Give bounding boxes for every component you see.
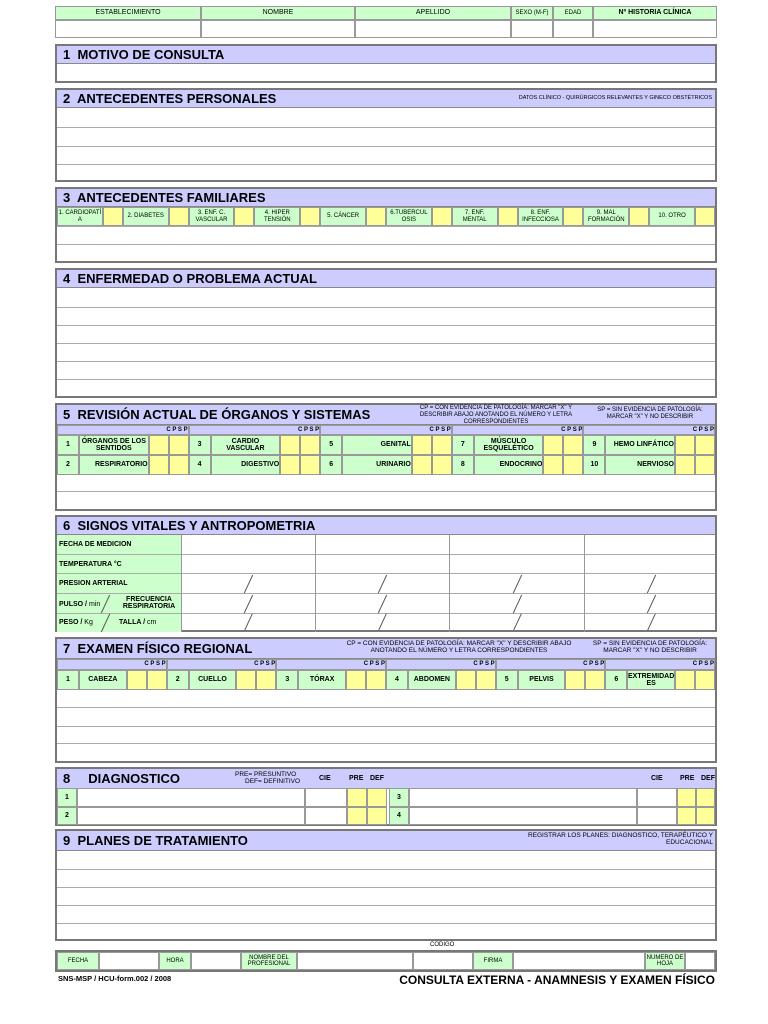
region-label: ABDOMEN	[408, 670, 456, 690]
organ-label: RESPIRATORIO	[79, 455, 149, 475]
diag-4-pre[interactable]	[677, 807, 696, 825]
historia-field[interactable]	[593, 20, 717, 38]
region-number: 5	[496, 670, 518, 690]
cpsp-header: C P S P	[496, 659, 606, 670]
familiares-checklist	[57, 207, 715, 226]
region-label: CUELLO	[189, 670, 237, 690]
familiar-item-label: 5. CÁNCER	[320, 207, 366, 226]
sp-checkbox[interactable]	[432, 455, 452, 475]
cp-checkbox[interactable]	[280, 455, 300, 475]
organ-label: URINARIO	[342, 455, 412, 475]
numero-hoja-field[interactable]	[685, 952, 715, 970]
organ-number: 3	[189, 435, 211, 455]
cp-checkbox[interactable]	[412, 435, 432, 455]
familiar-item-checkbox[interactable]	[234, 207, 254, 226]
diag-3-def[interactable]	[696, 788, 715, 807]
familiar-item-label: 3. ENF. C. VASCULAR	[189, 207, 235, 226]
familiar-item-checkbox[interactable]	[498, 207, 518, 226]
fecha-field[interactable]	[99, 952, 159, 970]
diag-3-pre[interactable]	[677, 788, 696, 807]
diag-4-def[interactable]	[696, 807, 715, 825]
cp-checkbox[interactable]	[280, 435, 300, 455]
familiar-item-checkbox[interactable]	[695, 207, 715, 226]
section-note: REGISTRAR LOS PLANES: DIAGNOSTICO, TERAPÉUTICO Y EDUCACIONAL	[527, 832, 713, 846]
region-number: 3	[276, 670, 298, 690]
familiar-item-label: 1. CARDIOPATÍ A	[57, 207, 103, 226]
diag-4-cie[interactable]	[637, 807, 677, 825]
diag-2-cie[interactable]	[305, 807, 347, 825]
sp-checkbox[interactable]	[147, 670, 167, 690]
talla-label: TALLA / cm	[119, 619, 157, 626]
sp-checkbox[interactable]	[300, 435, 320, 455]
section-header	[57, 46, 715, 64]
diag-2-pre[interactable]	[347, 807, 367, 825]
motivo-field[interactable]	[57, 64, 715, 81]
cpsp-header: C P S P	[189, 425, 321, 435]
sp-checkbox[interactable]	[563, 455, 583, 475]
cp-checkbox[interactable]	[127, 670, 147, 690]
sp-checkbox[interactable]	[169, 435, 189, 455]
section-signos-vitales	[55, 515, 717, 632]
patient-id-table	[55, 6, 717, 38]
region-label: EXTREMIDAD ES	[627, 670, 675, 690]
section-revision-organos	[55, 403, 717, 511]
pre-note: PRE= PRESUNTIVO	[235, 771, 297, 778]
vitals-entry-area[interactable]	[182, 535, 715, 630]
diag-row-2: 2	[57, 807, 77, 825]
antecedentes-personales-field[interactable]	[57, 108, 715, 180]
organ-number: 5	[320, 435, 342, 455]
organ-label: NERVIOSO	[605, 455, 675, 475]
section-enfermedad-actual	[55, 268, 717, 398]
section-header	[57, 769, 715, 789]
organ-label: ÓRGANOS DE LOS SENTIDOS	[79, 435, 149, 455]
region-number: 6	[605, 670, 627, 690]
cp-checkbox[interactable]	[675, 670, 695, 690]
familiar-item-checkbox[interactable]	[366, 207, 386, 226]
hora-field[interactable]	[191, 952, 241, 970]
familiar-item-label: 7. ENF. MENTAL	[452, 207, 498, 226]
codigo-label: CODIGO	[430, 942, 455, 948]
section-header	[57, 270, 715, 288]
cp-checkbox[interactable]	[543, 455, 563, 475]
sp-checkbox[interactable]	[256, 670, 276, 690]
region-number: 4	[386, 670, 408, 690]
section-title: 8 DIAGNOSTICO	[63, 771, 181, 786]
def-header-2: DEF	[701, 775, 715, 782]
sexo-field[interactable]	[511, 20, 553, 38]
region-number: 2	[167, 670, 189, 690]
signature-row	[55, 950, 717, 972]
cpsp-header: C P S P	[320, 425, 452, 435]
numero-hoja-label: NUMERO DE HOJA	[645, 952, 685, 970]
section-diagnostico	[55, 767, 717, 826]
cpsp-header: C P S P	[452, 425, 584, 435]
section-motivo-consulta	[55, 44, 717, 83]
firma-field[interactable]	[513, 952, 645, 970]
hora-label: HORA	[159, 952, 191, 970]
cp-checkbox[interactable]	[346, 670, 366, 690]
section-planes-tratamiento	[55, 829, 717, 941]
cpsp-header: C P S P	[57, 659, 167, 670]
def-note: DEF= DEFINITIVO	[245, 778, 301, 785]
familiar-item-checkbox[interactable]	[300, 207, 320, 226]
sp-checkbox[interactable]	[695, 455, 715, 475]
organ-label: ENDOCRINO	[474, 455, 544, 475]
sp-checkbox[interactable]	[476, 670, 496, 690]
organ-number: 9	[583, 435, 605, 455]
region-label: TÓRAX	[298, 670, 346, 690]
cp-checkbox[interactable]	[565, 670, 585, 690]
organ-label: HEMO LINFÁTICO	[605, 435, 675, 455]
organ-number: 8	[452, 455, 474, 475]
fecha-label: FECHA	[57, 952, 99, 970]
section-title: 1 MOTIVO DE CONSULTA	[63, 47, 225, 62]
organ-label: DIGESTIVO	[211, 455, 281, 475]
pre-header-2: PRE	[680, 775, 695, 782]
cp-checkbox[interactable]	[412, 455, 432, 475]
cp-checkbox[interactable]	[543, 435, 563, 455]
cpsp-header: C P S P	[276, 659, 386, 670]
cie-header: CIE	[319, 775, 331, 782]
edad-label: EDAD	[553, 6, 593, 20]
cpsp-header: C P S P	[583, 425, 715, 435]
diag-1-text[interactable]	[77, 788, 305, 807]
organ-number: 1	[57, 435, 79, 455]
sp-checkbox[interactable]	[300, 455, 320, 475]
nombre-label: NOMBRE	[201, 6, 355, 20]
sp-checkbox[interactable]	[563, 435, 583, 455]
section-note: DATOS CLÍNICO - QUIRÚRGICOS RELEVANTES Y GINECO OBSTÉTRICOS	[518, 95, 712, 101]
frecuencia-respiratoria-label: FRECUENCIA RESPIRATORIA	[122, 596, 176, 610]
edad-field[interactable]	[553, 20, 593, 38]
diag-1-def[interactable]	[367, 788, 387, 807]
section-header	[57, 639, 715, 659]
section-header	[57, 189, 715, 207]
diag-row-3: 3	[389, 788, 409, 807]
familiar-item-label: 6.TUBERCUL OSIS	[386, 207, 432, 226]
section-title: 9 PLANES DE TRATAMIENTO	[63, 833, 248, 848]
region-label: CABEZA	[79, 670, 127, 690]
section-title: 4 ENFERMEDAD O PROBLEMA ACTUAL	[63, 271, 317, 286]
diag-1-cie[interactable]	[305, 788, 347, 807]
organ-label: GENITAL	[342, 435, 412, 455]
cie-header-2: CIE	[651, 775, 663, 782]
familiar-item-label: 10. OTRO	[649, 207, 695, 226]
diag-2-def[interactable]	[367, 807, 387, 825]
historia-label: Nº HISTORIA CLÍNICA	[593, 6, 717, 20]
pulso-label: PULSO / min	[59, 601, 101, 608]
presion-arterial-label: PRESION ARTERIAL	[59, 580, 128, 587]
familiar-item-label: 2. DIABETES	[123, 207, 169, 226]
section-title: 7 EXAMEN FÍSICO REGIONAL	[63, 641, 253, 656]
diag-3-text[interactable]	[409, 788, 637, 807]
familiar-item-checkbox[interactable]	[563, 207, 583, 226]
cp-checkbox[interactable]	[149, 455, 169, 475]
firma-label: FIRMA	[473, 952, 513, 970]
nombre-profesional-field[interactable]	[297, 952, 413, 970]
organos-grid	[57, 425, 715, 475]
establecimiento-field[interactable]	[55, 20, 201, 38]
cpsp-header: C P S P	[167, 659, 277, 670]
section-title: 2 ANTECEDENTES PERSONALES	[63, 91, 277, 106]
nombre-profesional-label: NOMBRE DEL PROFESIONAL	[241, 952, 297, 970]
planes-tratamiento-field[interactable]	[57, 850, 715, 939]
codigo-field[interactable]	[413, 952, 473, 970]
section-header	[57, 831, 715, 851]
diag-row-4: 4	[389, 807, 409, 825]
organ-number: 4	[189, 455, 211, 475]
region-label: PELVIS	[518, 670, 566, 690]
section-examen-fisico	[55, 637, 717, 763]
section-antecedentes-familiares	[55, 187, 717, 263]
examen-fisico-field[interactable]	[57, 690, 715, 761]
organ-number: 2	[57, 455, 79, 475]
familiar-item-checkbox[interactable]	[432, 207, 452, 226]
diag-2-text[interactable]	[77, 807, 305, 825]
organ-number: 7	[452, 435, 474, 455]
form-code: SNS-MSP / HCU-form.002 / 2008	[58, 974, 172, 983]
cpsp-header: C P S P	[386, 659, 496, 670]
antecedentes-familiares-field[interactable]	[57, 227, 715, 261]
sp-checkbox[interactable]	[432, 435, 452, 455]
diag-3-cie[interactable]	[637, 788, 677, 807]
familiar-item-label: 8. ENF. INFECCIOSA	[518, 207, 564, 226]
section-title: 6 SIGNOS VITALES Y ANTROPOMETRIA	[63, 518, 316, 533]
cp-checkbox[interactable]	[675, 455, 695, 475]
sp-checkbox[interactable]	[695, 435, 715, 455]
def-header: DEF	[370, 775, 384, 782]
cp-note: CP = CON EVIDENCIA DE PATOLOGÍA: MARCAR "X" Y DESCRIBIR ABAJO ANOTANDO EL NÚMERO Y LETRA CORRESPONDIENTES	[419, 405, 573, 425]
peso-label: PESO / Kg	[59, 619, 93, 626]
familiar-item-checkbox[interactable]	[629, 207, 649, 226]
fecha-medicion-label: FECHA DE MEDICION	[59, 541, 132, 548]
section-header	[57, 517, 715, 535]
section-header	[57, 90, 715, 108]
familiar-item-label: 9. MAL FORMACIÓN	[583, 207, 629, 226]
sp-checkbox[interactable]	[366, 670, 386, 690]
organ-number: 6	[320, 455, 342, 475]
enfermedad-actual-field[interactable]	[57, 288, 715, 396]
cpsp-header: C P S P	[57, 425, 189, 435]
examen-grid	[57, 659, 715, 690]
cp-checkbox[interactable]	[675, 435, 695, 455]
apellido-label: APELLIDO	[355, 6, 511, 20]
form-title: CONSULTA EXTERNA - ANAMNESIS Y EXAMEN FÍSICO	[399, 973, 715, 987]
sp-checkbox[interactable]	[169, 455, 189, 475]
familiar-item-checkbox[interactable]	[103, 207, 123, 226]
revision-organos-field[interactable]	[57, 475, 715, 509]
cp-checkbox[interactable]	[236, 670, 256, 690]
sp-checkbox[interactable]	[585, 670, 605, 690]
apellido-field[interactable]	[355, 20, 511, 38]
familiar-item-checkbox[interactable]	[169, 207, 189, 226]
familiar-item-label: 4. HIPER TENSIÓN	[254, 207, 300, 226]
nombre-field[interactable]	[201, 20, 355, 38]
organ-label: CARDIO VASCULAR	[211, 435, 281, 455]
cp-checkbox[interactable]	[456, 670, 476, 690]
section-title: 5 REVISIÓN ACTUAL DE ÓRGANOS Y SISTEMAS	[63, 407, 371, 422]
section-antecedentes-personales	[55, 88, 717, 182]
cp-checkbox[interactable]	[149, 435, 169, 455]
pre-header: PRE	[349, 775, 364, 782]
sp-note: SP = SIN EVIDENCIA DE PATOLOGÍA: MARCAR "X" Y NO DESCRIBIR	[592, 640, 708, 654]
section-header	[57, 405, 715, 425]
section-title: 3 ANTECEDENTES FAMILIARES	[63, 190, 266, 205]
diag-row-1: 1	[57, 788, 77, 807]
sp-note: SP = SIN EVIDENCIA DE PATOLOGÍA: MARCAR "X" Y NO DESCRIBIR	[597, 407, 703, 420]
diag-4-text[interactable]	[409, 807, 637, 825]
temperatura-label: TEMPERATURA °C	[59, 561, 122, 568]
region-number: 1	[57, 670, 79, 690]
cp-note: CP = CON EVIDENCIA DE PATOLOGÍA: MARCAR "X" Y DESCRIBIR ABAJO ANOTANDO EL NÚMERO Y LETRA CORRESPONDIENTES	[346, 640, 572, 654]
sexo-label: SEXO (M-F)	[511, 6, 553, 20]
diag-1-pre[interactable]	[347, 788, 367, 807]
organ-label: MÚSCULO ESQUELÉTICO	[474, 435, 544, 455]
establecimiento-label: ESTABLECIMIENTO	[55, 6, 201, 20]
organ-number: 10	[583, 455, 605, 475]
sp-checkbox[interactable]	[695, 670, 715, 690]
cpsp-header: C P S P	[605, 659, 715, 670]
